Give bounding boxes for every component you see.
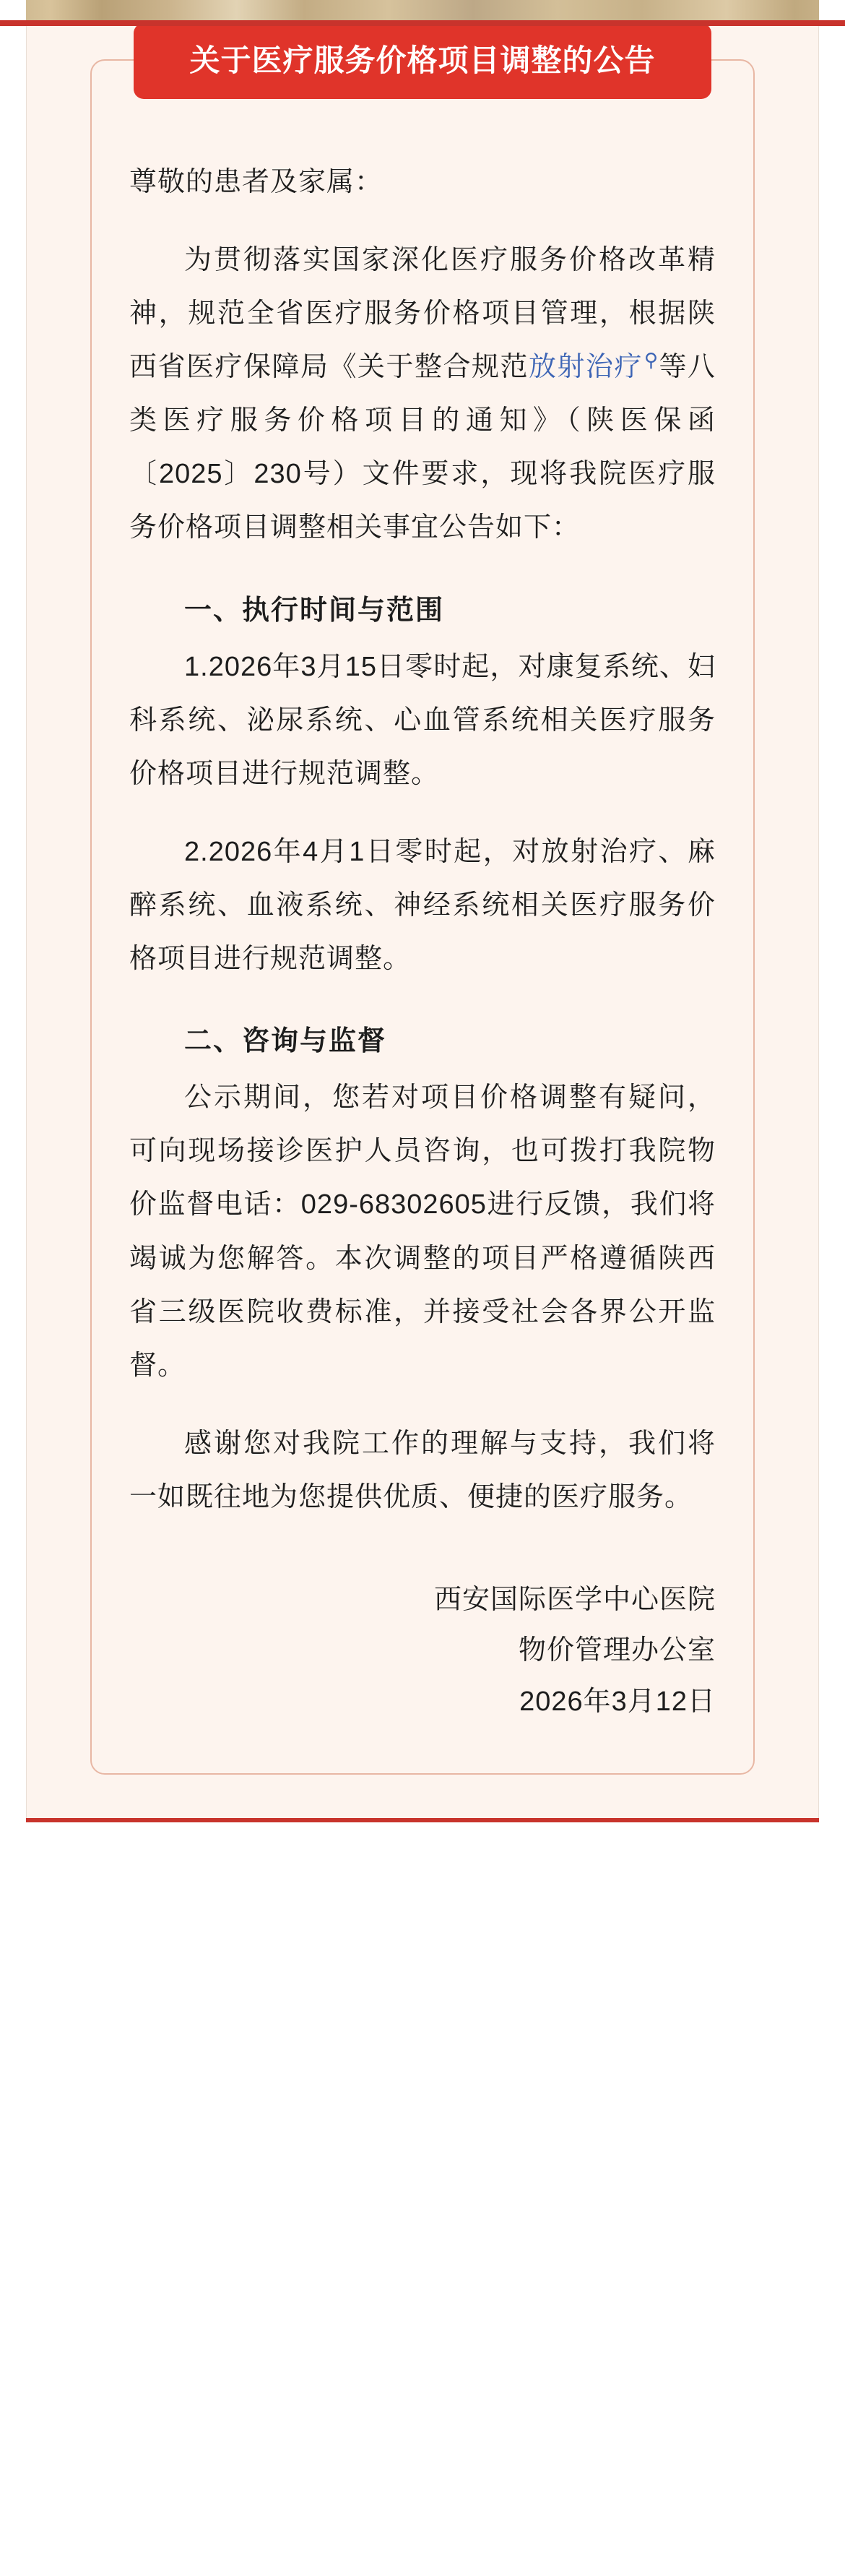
salutation: 尊敬的患者及家属：: [129, 166, 384, 197]
signature-block: [129, 1575, 716, 1727]
search-icon[interactable]: ⚲: [644, 348, 659, 371]
top-decorative-strip: [0, 0, 845, 26]
bottom-red-bar: [26, 1818, 819, 1822]
intro-text-part1: 为贯彻落实国家深化医疗服务价格改革精神，规范全省医疗服务价格项目管理，根据陕西省医疗保障局《关于整合规范: [129, 244, 716, 383]
top-red-bar: [0, 20, 845, 26]
section-1-item-1: 1.2026年3月15日零时起，对康复系统、妇科系统、泌尿系统、心血管系统相关医疗服务价格项目进行规范调整。: [129, 651, 716, 789]
section-1-item-2: 2.2026年4月1日零时起，对放射治疗、麻醉系统、血液系统、神经系统相关医疗服务价格项目进行规范调整。: [129, 836, 716, 975]
announcement-body: [129, 155, 716, 1727]
signature-department: 物价管理办公室: [518, 1635, 716, 1666]
section-2-paragraph: 公示期间，您若对项目价格调整有疑问，可向现场接诊医护人员咨询，也可拨打我院物价监督电话：029-68302605进行反馈，我们将竭诚为您解答。本次调整的项目严格遵循陕西省三级医院收费标准，并接受社会各界公开监督。: [129, 1082, 716, 1381]
section-1-heading: 一、执行时间与范围: [184, 595, 445, 626]
section-2-heading: 二、咨询与监督: [184, 1026, 387, 1057]
radiotherapy-link[interactable]: [528, 348, 659, 383]
bottom-decorative-strip: [0, 1818, 845, 1847]
announcement-card-inner: [90, 43, 755, 1775]
intro-paragraph: [129, 233, 716, 555]
signature-date: 2026年3月12日: [519, 1686, 716, 1717]
announcement-card: [26, 26, 819, 1818]
page-title: 关于医疗服务价格项目调整的公告: [134, 23, 711, 99]
radiotherapy-link-label: 放射治疗: [528, 352, 643, 383]
signature-organization: 西安国际医学中心医院: [433, 1585, 716, 1616]
intro-text-part2: 等八类医疗服务价格项目的通知》（陕医保函〔2025〕230号）文件要求，现将我院医疗服务价格项目调整相关事宜公告如下：: [129, 352, 716, 543]
closing-paragraph: 感谢您对我院工作的理解与支持，我们将一如既往地为您提供优质、便捷的医疗服务。: [129, 1428, 716, 1512]
